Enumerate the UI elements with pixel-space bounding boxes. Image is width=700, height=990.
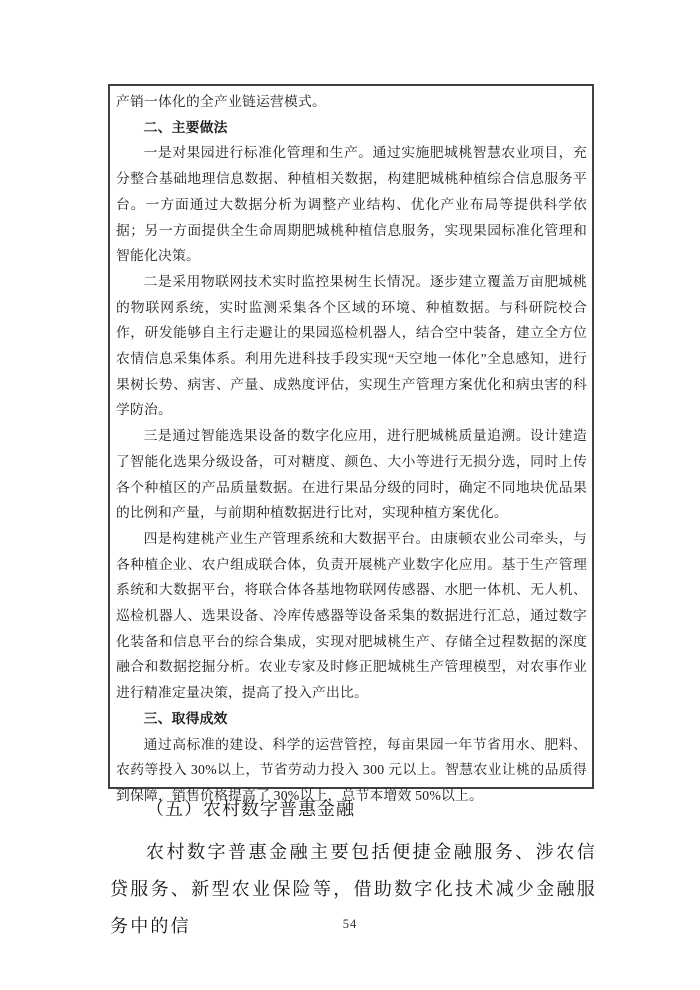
section-heading-achievements: 三、取得成效 — [143, 710, 228, 726]
paragraph-practice-4-big-data-platform: 四是构建桃产业生产管理系统和大数据平台。由康顿农业公司牵头，与各种植企业、农户组成联合体，负责开展桃产业数字化应用。基于生产管理系统和大数据平台，将联合体各基地物联网传感器、水肥一体机、无人机、巡检机器人、选果设备、冷库传感器等设备采集的数据进行汇总，通过数字化装备和信息平台的综合集成，实现对肥城桃生产、存储全过程数据的深度融合和数据挖掘分析。农业专家及时修正肥城桃生产管理模型，对农事作业进行精准定量决策，提高了投入产出比。 — [116, 530, 587, 701]
boxed-text-section — [108, 84, 594, 803]
section-heading-main-practices: 二、主要做法 — [143, 119, 228, 135]
paragraph-continued-from-previous-page: 产销一体化的全产业链运营模式。 — [116, 94, 326, 109]
paragraph-practice-2-iot-monitoring: 二是采用物联网技术实时监控果树生长情况。逐步建立覆盖万亩肥城桃的物联网系统，实时监测采集各个区域的环境、种植数据。与科研院校合作，研发能够自主行走避让的果园巡检机器人，结合空中装备，建立全方位农情信息采集体系。利用先进科技手段实现“天空地一体化”全息感知，进行果树长势、病害、产量、成熟度评估，实现生产管理方案优化和病虫害的科学防治。 — [116, 273, 587, 418]
subsection-heading-rural-digital-finance: （五）农村数字普惠金融 — [146, 799, 355, 819]
page-number: 54 — [342, 917, 358, 931]
subsection-paragraph-rural-digital-finance: 农村数字普惠金融主要包括便捷金融服务、涉农信贷服务、新型农业保险等，借助数字化技术减少金融服务中的信 — [110, 842, 597, 936]
paragraph-practice-3-smart-fruit-sorting: 三是通过智能选果设备的数字化应用，进行肥城桃质量追溯。设计建造了智能化选果分级设备，可对糖度、颜色、大小等进行无损分选，同时上传各个种植区的产品质量数据。在进行果品分级的同时，确定不同地块优品果的比例和产量，与前期种植数据进行比对，实现种植方案优化。 — [116, 428, 587, 521]
paragraph-practice-1-standardized-management: 一是对果园进行标准化管理和生产。通过实施肥城桃智慧农业项目，充分整合基础地理信息数据、种植相关数据，构建肥城桃种植综合信息服务平台。一方面通过大数据分析为调整产业结构、优化产业布局等提供科学依据；另一方面提供全生命周期肥城桃种植信息服务，实现果园标准化管理和智能化决策。 — [116, 145, 587, 264]
paragraph-achievements: 通过高标准的建设、科学的运营管控，每亩果园一年节省用水、肥料、农药等投入 30%以上，节省劳动力投入 300 元以上。智慧农业让桃的品质得到保障，销售价格提高了 30%以上，总节本增效 50%以上。 — [116, 736, 587, 803]
